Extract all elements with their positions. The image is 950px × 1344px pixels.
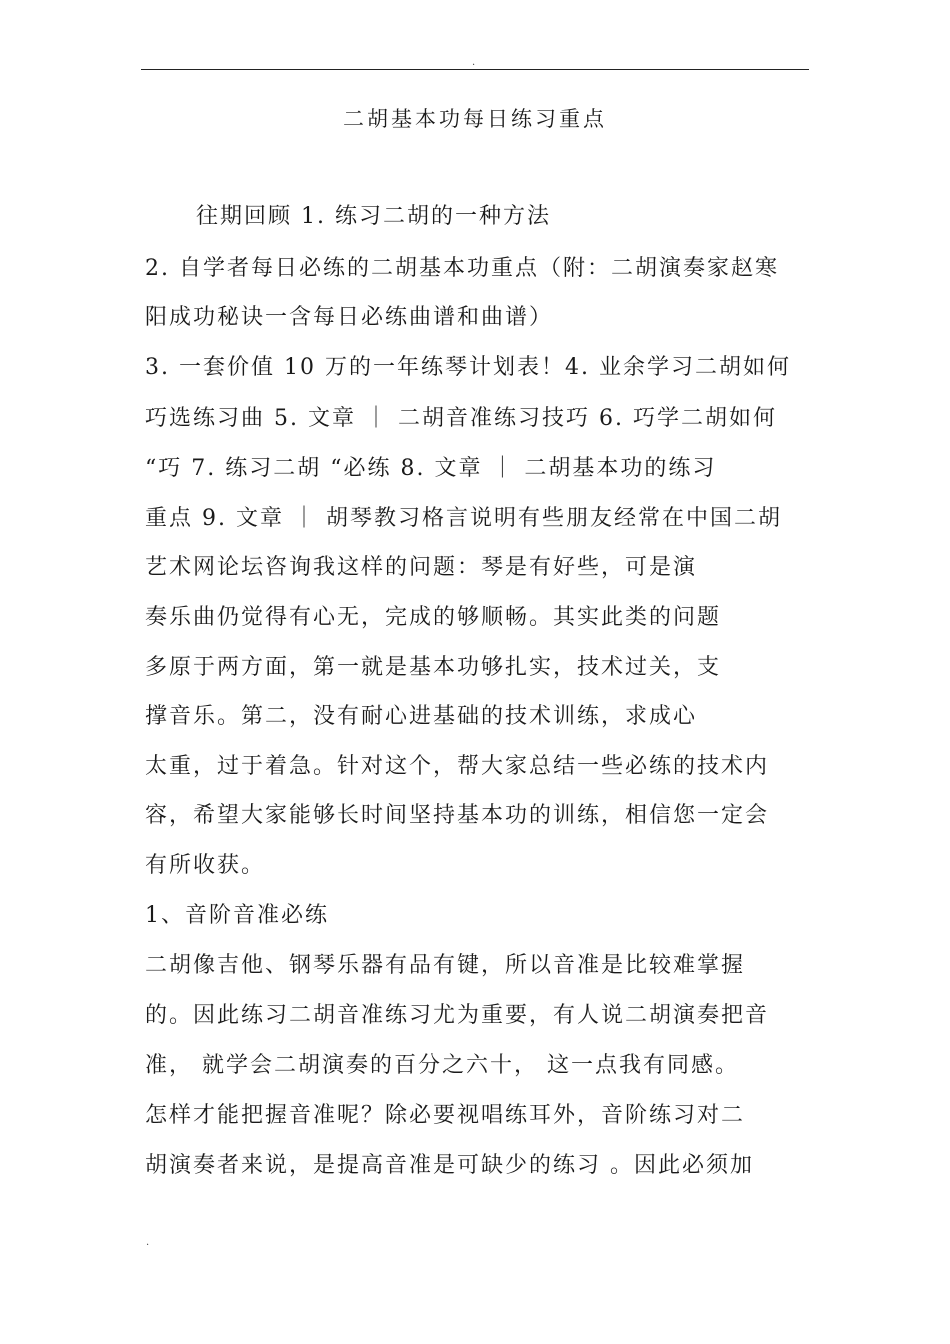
body-line: 多原于两方面，第一就是基本功够扎实，技术过关，支 [145, 655, 722, 680]
body-line: 撑音乐。第二，没有耐心进基础的技术训练，求成心 [145, 704, 698, 729]
body-line: 艺术网论坛咨询我这样的问题：琴是有好些，可是演 [145, 555, 698, 580]
footer-mark: . [146, 1237, 150, 1248]
body-line: 奏乐曲仍觉得有心无，完成的够顺畅。其实此类的问题 [145, 605, 722, 630]
body-line: 有所收获。 [145, 853, 266, 878]
body-line: “巧 7. 练习二胡 “必练 8. 文章 ｜ 二胡基本功的练习 [145, 456, 717, 481]
body-line: 太重，过于着急。针对这个，帮大家总结一些必练的技术内 [145, 754, 770, 779]
body-line: 巧选练习曲 5. 文章 ｜ 二胡音准练习技巧 6. 巧学二胡如何 [145, 406, 777, 431]
body-line: 的。因此练习二胡音准练习尤为重要，有人说二胡演奏把音 [145, 1003, 770, 1028]
body-line: 二胡像吉他、钢琴乐器有品有键，所以音准是比较难掌握 [145, 953, 746, 978]
body-line: 阳成功秘诀一含每日必练曲谱和曲谱） [145, 305, 554, 330]
body-line: 怎样才能把握音准呢？除必要视唱练耳外，音阶练习对二 [145, 1103, 746, 1128]
page-title: 二胡基本功每日练习重点 [343, 107, 607, 131]
body-line: 胡演奏者来说，是提高音准是可缺少的练习 。因此必须加 [145, 1153, 754, 1178]
section-heading: 1、音阶音准必练 [145, 903, 329, 928]
body-line: 容，希望大家能够长时间坚持基本功的训练，相信您一定会 [145, 803, 770, 828]
body-line: 2. 自学者每日必练的二胡基本功重点（附：二胡演奏家赵寒 [145, 256, 779, 281]
body-line: 准， 就学会二胡演奏的百分之六十， 这一点我有同感。 [145, 1053, 739, 1078]
body-line: 往期回顾 1. 练习二胡的一种方法 [196, 204, 551, 229]
header-mark: . [472, 57, 476, 68]
body-line: 3. 一套价值 10 万的一年练琴计划表！4. 业余学习二胡如何 [145, 355, 791, 380]
body-line: 重点 9. 文章 ｜ 胡琴教习格言说明有些朋友经常在中国二胡 [145, 506, 782, 531]
header-rule [141, 69, 809, 70]
